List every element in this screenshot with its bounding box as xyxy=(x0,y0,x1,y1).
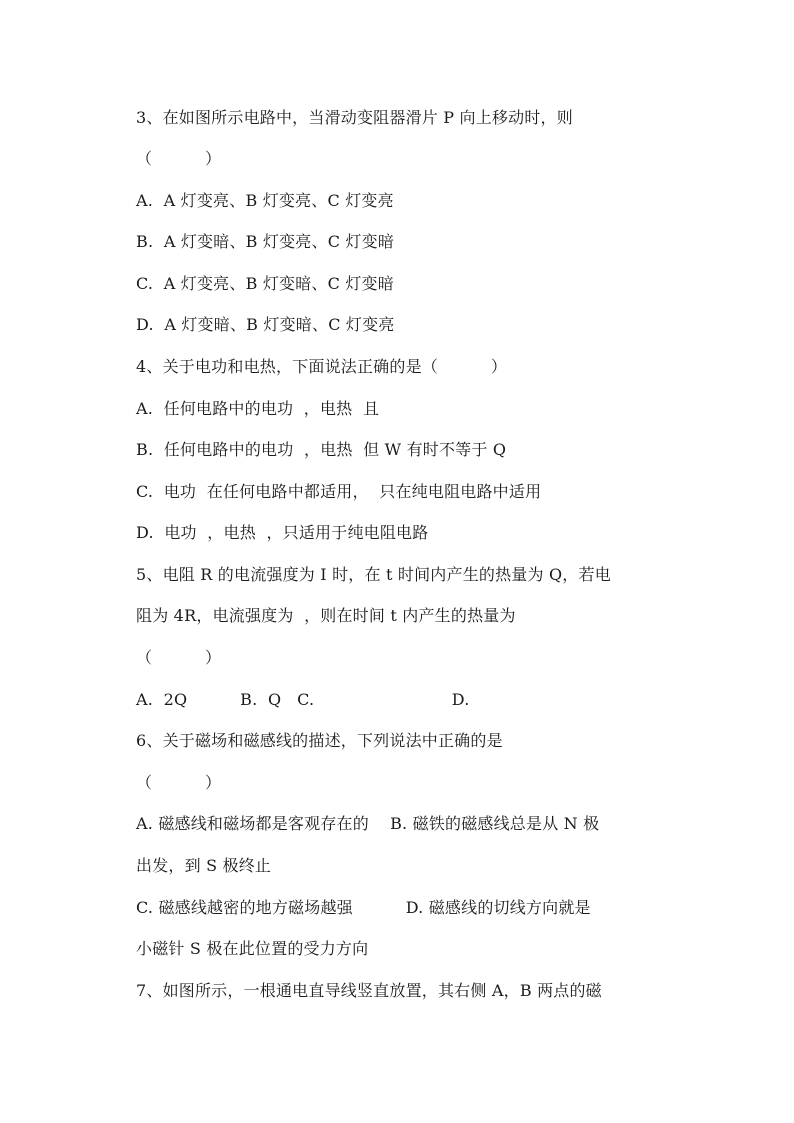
question-7-stem: 7、如图所示，一根通电直导线竖直放置，其右侧 A，B 两点的磁 xyxy=(136,981,602,1000)
question-5-answer-blank: （ ） xyxy=(136,648,222,667)
question-5-options: A. 2Q B. Q C. D. xyxy=(136,690,470,709)
question-3-option-a: A. A 灯变亮、B 灯变亮、C 灯变亮 xyxy=(136,191,394,210)
question-6-options-ab-line-2: 出发，到 S 极终止 xyxy=(136,856,272,875)
question-4-stem: 4、关于电功和电热，下面说法正确的是（ ） xyxy=(136,357,508,376)
question-3-option-c: C. A 灯变亮、B 灯变暗、C 灯变暗 xyxy=(136,274,394,293)
question-3-option-b: B. A 灯变暗、B 灯变亮、C 灯变暗 xyxy=(136,232,395,251)
question-5-stem-line-2: 阻为 4R，电流强度为 ，则在时间 t 内产生的热量为 xyxy=(136,606,516,625)
question-4-option-b: B. 任何电路中的电功 ，电热 但 W 有时不等于 Q xyxy=(136,440,507,459)
question-6-answer-blank: （ ） xyxy=(136,773,222,792)
question-3-option-d: D. A 灯变暗、B 灯变暗、C 灯变亮 xyxy=(136,315,395,334)
question-4-option-a: A. 任何电路中的电功 ，电热 且 xyxy=(136,399,380,418)
question-6-options-cd-line-1: C. 磁感线越密的地方磁场越强 D. 磁感线的切线方向就是 xyxy=(136,898,591,917)
question-4-option-d: D. 电功 ，电热 ，只适用于纯电阻电路 xyxy=(136,523,429,542)
question-6-stem: 6、关于磁场和磁感线的描述，下列说法中正确的是 xyxy=(136,731,503,750)
question-6-options-ab-line-1: A. 磁感线和磁场都是客观存在的 B. 磁铁的磁感线总是从 N 极 xyxy=(136,814,600,833)
question-4-option-c: C. 电功 在任何电路中都适用， 只在纯电阻电路中适用 xyxy=(136,482,542,501)
question-3-answer-blank: （ ） xyxy=(136,149,222,168)
question-5-stem-line-1: 5、电阻 R 的电流强度为 I 时，在 t 时间内产生的热量为 Q，若电 xyxy=(136,565,611,584)
question-6-options-cd-line-2: 小磁针 S 极在此位置的受力方向 xyxy=(136,939,369,958)
question-3-stem: 3、在如图所示电路中，当滑动变阻器滑片 P 向上移动时，则 xyxy=(136,108,573,127)
